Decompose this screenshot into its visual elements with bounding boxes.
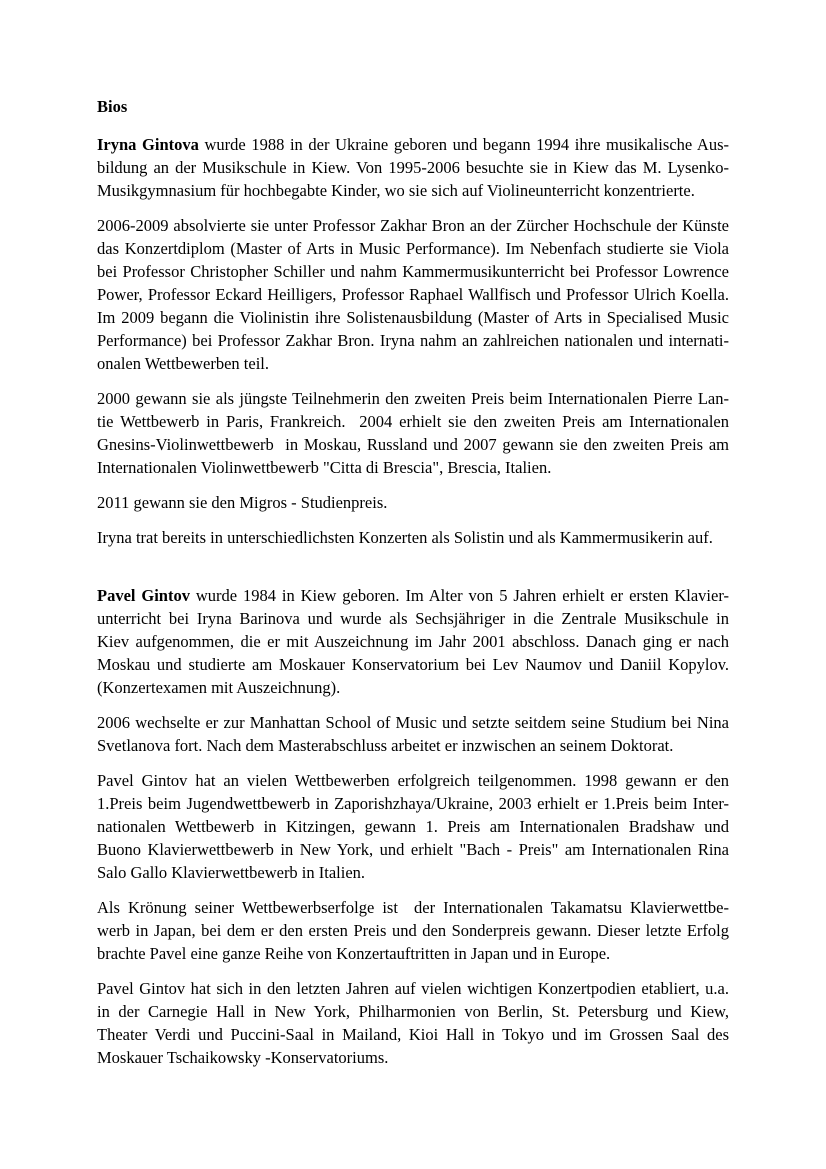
section-pavel-gintov — [97, 584, 729, 1069]
text-line: Buono Klavierwettbewerb in New York, und erhielt "Bach - Preis" am Internationalen Rina — [97, 840, 729, 859]
text-line: Pavel Gintov hat sich in den letzten Jahren auf vielen wichtigen Konzertpodien etabliert, u.a. — [97, 979, 729, 998]
text-line: Theater Verdi und Puccini-Saal in Mailand, Kioi Hall in Tokyo und im Grossen Saal des — [97, 1025, 729, 1044]
text-line: unterricht bei Iryna Barinova und wurde als Sechsjähriger in die Zentrale Musikschule in — [97, 609, 729, 628]
text-line: Iryna Gintova wurde 1988 in der Ukraine geboren und begann 1994 ihre musikalische Aus- — [97, 135, 729, 154]
text-line: das Konzertdiplom (Master of Arts in Music Performance). Im Nebenfach studierte sie Viola — [97, 239, 729, 258]
text-line: 2011 gewann sie den Migros - Studienpreis. — [97, 493, 388, 512]
text-line: brachte Pavel eine ganze Reihe von Konzertauftritten in Japan und in Europe. — [97, 944, 611, 963]
paragraph — [97, 491, 729, 514]
paragraph — [97, 214, 729, 375]
paragraph — [97, 133, 729, 202]
section-iryna-gintova — [97, 133, 729, 549]
text-line: in der Carnegie Hall in New York, Philharmonien von Berlin, St. Petersburg und Kiew, — [97, 1002, 729, 1021]
text-line: 1.Preis beim Jugendwettbewerb in Zaporishzhaya/Ukraine, 2003 erhielt er 1.Preis beim Inter- — [97, 794, 729, 813]
person-name: Pavel Gintov — [97, 586, 190, 605]
text-line: werb in Japan, bei dem er den ersten Preis und den Sonderpreis gewann. Dieser letzte Erfolg — [97, 921, 729, 940]
text-line: Performance) bei Professor Zakhar Bron. Iryna nahm an zahlreichen nationalen und internati- — [97, 331, 729, 350]
text-line: Power, Professor Eckard Heilligers, Professor Raphael Wallfisch und Professor Ulrich Koella. — [97, 285, 729, 304]
text-line: 2000 gewann sie als jüngste Teilnehmerin den zweiten Preis beim Internationalen Pierre Lan- — [97, 389, 729, 408]
text-line: Svetlanova fort. Nach dem Masterabschluss arbeitet er inzwischen an seinem Doktorat. — [97, 736, 674, 755]
text-line: Gnesins-Violinwettbewerb in Moskau, Russland und 2007 gewann sie den zweiten Preis am — [97, 435, 729, 454]
text-line: Pavel Gintov wurde 1984 in Kiew geboren. Im Alter von 5 Jahren erhielt er ersten Klavier- — [97, 586, 729, 605]
paragraph — [97, 769, 729, 884]
text-line: 2006-2009 absolvierte sie unter Professor Zakhar Bron an der Zürcher Hochschule der Künste — [97, 216, 729, 235]
text-line: bei Professor Christopher Schiller und nahm Kammermusikunterricht bei Professor Lowrence — [97, 262, 729, 281]
page-title: Bios — [97, 97, 128, 116]
text-line: nationalen Wettbewerb in Kitzingen, gewann 1. Preis am Internationalen Bradshaw und — [97, 817, 729, 836]
text-line: Als Krönung seiner Wettbewerbserfolge ist der Internationalen Takamatsu Klavierwettbe- — [97, 898, 729, 917]
paragraph — [97, 584, 729, 699]
text-line: onalen Wettbewerben teil. — [97, 354, 270, 373]
paragraph — [97, 526, 729, 549]
text-line: Iryna trat bereits in unterschiedlichsten Konzerten als Solistin und als Kammermusikerin auf. — [97, 528, 713, 547]
person-name: Iryna Gintova — [97, 135, 199, 154]
text-line: tie Wettbewerb in Paris, Frankreich. 2004 erhielt sie den zweiten Preis am Internationalen — [97, 412, 729, 431]
text-line: Musikgymnasium für hochbegabte Kinder, wo sie sich auf Violineunterricht konzentrierte. — [97, 181, 695, 200]
paragraph — [97, 387, 729, 479]
paragraph — [97, 896, 729, 965]
text-line: Moskau und studierte am Moskauer Konservatorium bei Lev Naumov und Daniil Kopylov. — [97, 655, 729, 674]
text-line: 2006 wechselte er zur Manhattan School of Music und setzte seitdem seine Studium bei Nina — [97, 713, 729, 732]
text-line: Salo Gallo Klavierwettbewerb in Italien. — [97, 863, 366, 882]
text-line: Internationalen Violinwettbewerb "Citta di Brescia", Brescia, Italien. — [97, 458, 552, 477]
text-line: Pavel Gintov hat an vielen Wettbewerben erfolgreich teilgenommen. 1998 gewann er den — [97, 771, 729, 790]
text-line: Im 2009 begann die Violinistin ihre Solistenausbildung (Master of Arts in Specialised Music — [97, 308, 729, 327]
paragraph — [97, 711, 729, 757]
text-line: (Konzertexamen mit Auszeichnung). — [97, 678, 341, 697]
bios-content — [97, 133, 729, 1069]
text-line: Kiev aufgenommen, die er mit Auszeichnung im Jahr 2001 abschloss. Danach ging er nach — [97, 632, 729, 651]
text-line: bildung an der Musikschule in Kiew. Von 1995-2006 besuchte sie in Kiew das M. Lysenko- — [97, 158, 729, 177]
paragraph — [97, 977, 729, 1069]
text-line: Moskauer Tschaikowsky -Konservatoriums. — [97, 1048, 389, 1067]
